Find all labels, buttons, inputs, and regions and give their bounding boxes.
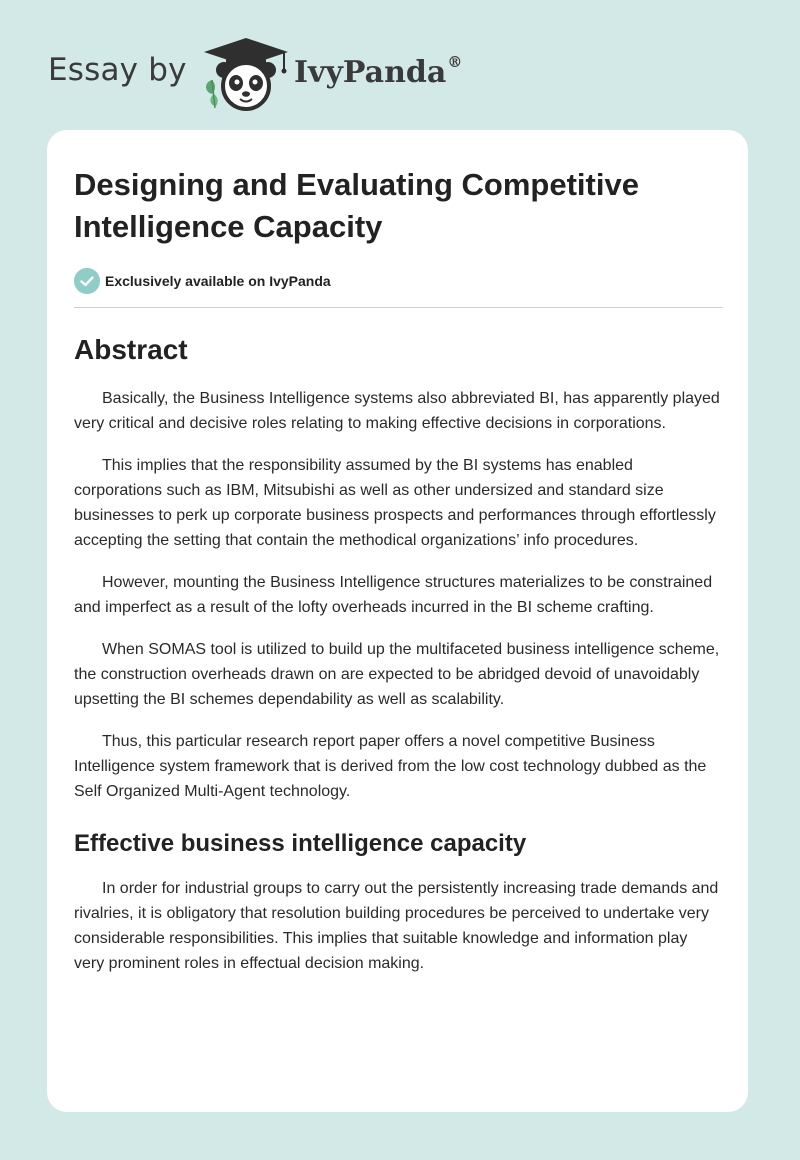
check-circle-icon: [74, 268, 100, 294]
section-heading-abstract: Abstract: [74, 334, 188, 365]
paragraph: However, mounting the Business Intelligence structures materializes to be constrained and imperfect as a result of the lofty overheads incurred in the BI scheme crafting.: [74, 574, 713, 616]
section-heading-effective-bi-capacity: Effective business intelligence capacity: [74, 830, 527, 857]
brand-prefix: Essay by: [48, 52, 187, 88]
paragraph: Basically, the Business Intelligence systems also abbreviated BI, has apparently played very critical and decisive roles relating to making effective decisions in corporations.: [74, 390, 720, 432]
badge-text: Exclusively available on IvyPanda: [105, 273, 331, 289]
exclusive-badge: [74, 268, 722, 294]
paragraph: In order for industrial groups to carry out the persistently increasing trade demands and rivalries, it is obligatory that resolution building procedures be perceived to undertake very considerable responsibilities. This implies that suitable knowledge and information play very prominent roles in effectual decision making.: [74, 880, 719, 972]
panda-graduate-icon[interactable]: [200, 36, 292, 112]
paragraph: When SOMAS tool is utilized to build up the multifaceted business intelligence scheme, the construction overheads drawn on are expected to be abridged devoid of unavoidably upsetting the BI schemes dependability as well as scalability.: [74, 641, 720, 708]
brand-name[interactable]: IvyPanda®: [294, 53, 463, 90]
site-header: [0, 0, 800, 120]
paragraph: This implies that the responsibility assumed by the BI systems has enabled corporations such as IBM, Mitsubishi as well as other undersized and standard size businesses to perk up corporate business prospects and performances through effortlessly accepting the setting that contain the methodical organizations’ info procedures.: [74, 457, 716, 549]
document-title: Designing and Evaluating Competitive Intelligence Capacity: [74, 167, 639, 244]
registered-mark: ®: [447, 53, 463, 71]
paragraph: Thus, this particular research report paper offers a novel competitive Business Intelligence system framework that is derived from the low cost technology dubbed as the Self Organized Multi-Agent technology.: [74, 733, 707, 800]
divider: [74, 307, 723, 308]
document-card: [47, 130, 748, 1112]
